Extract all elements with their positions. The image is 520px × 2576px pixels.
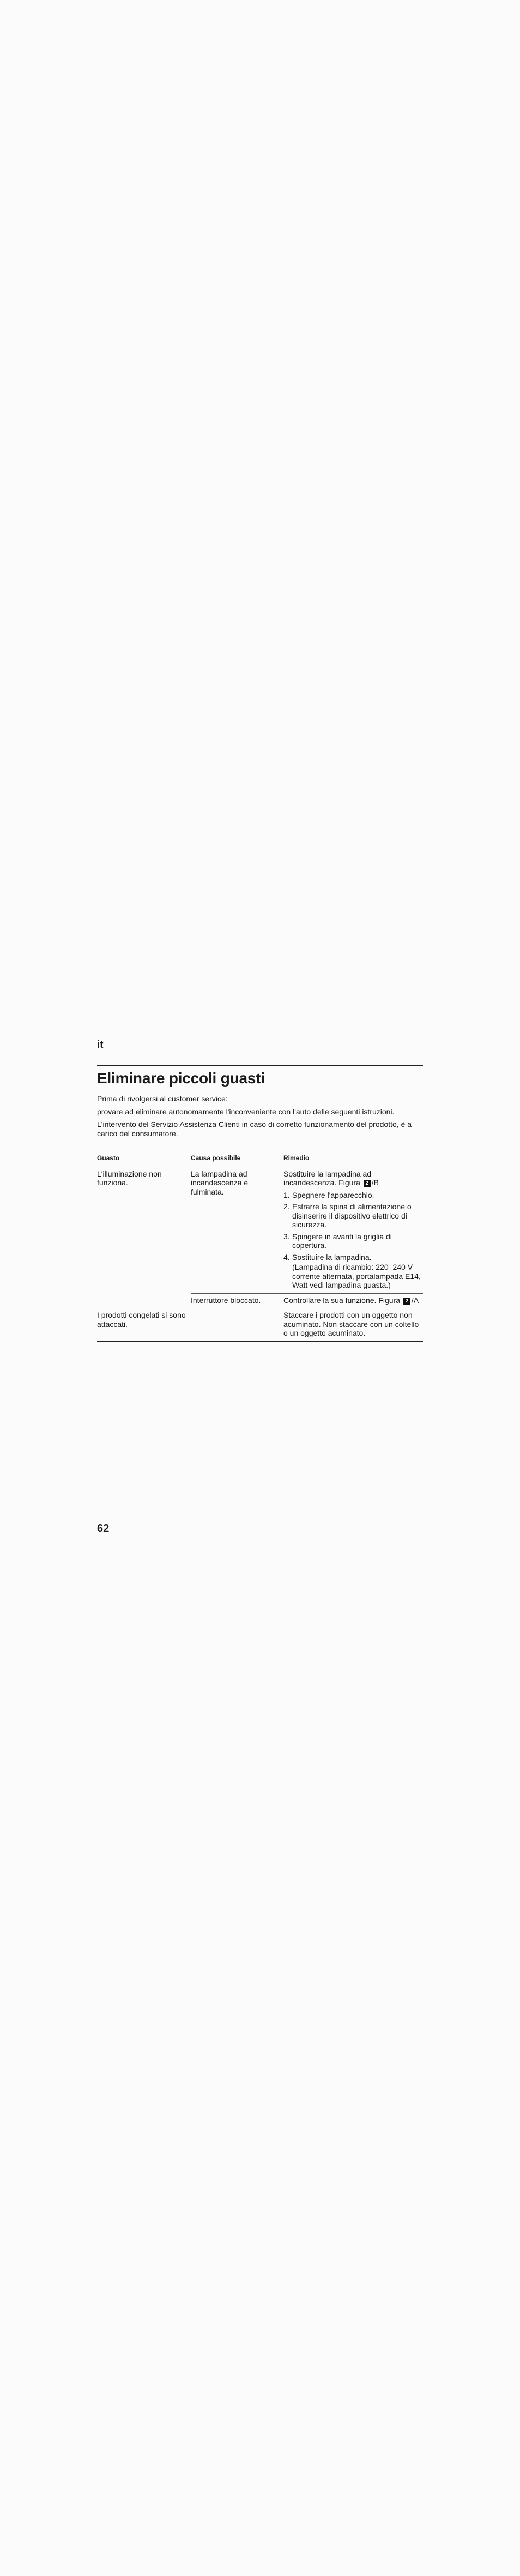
table-row — [97, 1308, 423, 1341]
figure-ref-icon: 2 — [403, 1298, 410, 1305]
step-item — [283, 1191, 423, 1200]
remedy-cell — [283, 1296, 423, 1305]
figure-ref-suffix: /A — [411, 1295, 419, 1305]
step-text: Sostituire la lampadina. — [292, 1252, 372, 1262]
header-rule — [97, 1065, 423, 1066]
table-header — [97, 1151, 423, 1167]
remedy-text: Sostituire la lampadina ad incandescenza. Figura — [283, 1169, 372, 1187]
step-number: 4. — [283, 1252, 290, 1262]
cause-cell: La lampadina ad incandescenza è fulminata. — [191, 1169, 249, 1196]
intro-line-3: L'intervento del Servizio Assistenza Clienti in caso di corretto funzionamento del prodotto, è a carico del consumatore. — [97, 1120, 412, 1138]
step-item — [283, 1253, 423, 1262]
cause-cell: Interruttore bloccato. — [191, 1295, 261, 1305]
remedy-text: Controllare la sua funzione. Figura — [283, 1295, 401, 1305]
figure-ref-icon: 2 — [364, 1180, 371, 1187]
table-bottom-rule — [97, 1341, 423, 1342]
remedy-cell: Staccare i prodotti con un oggetto non acuminato. Non staccare con un coltello o un oggetto acuminato. — [283, 1311, 419, 1337]
table-row — [97, 1167, 423, 1308]
remedy-cell — [283, 1169, 423, 1290]
header-remedy: Rimedio — [283, 1154, 310, 1162]
step-text: Spingere in avanti la griglia di copertura. — [292, 1232, 392, 1250]
step-item — [283, 1202, 423, 1229]
page-number: 62 — [97, 1523, 110, 1535]
step-text: Estrarre la spina di alimentazione o disinserire il dispositivo elettrico di sicurezza. — [292, 1202, 412, 1229]
header-cause: Causa possibile — [191, 1154, 241, 1162]
step-item — [283, 1232, 423, 1250]
intro-line-1: Prima di rivolgersi al customer service: — [97, 1094, 228, 1103]
step-number: 1. — [283, 1190, 290, 1199]
header-fault: Guasto — [97, 1154, 120, 1162]
step-number: 3. — [283, 1232, 290, 1241]
language-tag: it — [97, 1039, 104, 1051]
step-text: Spegnere l'apparecchio. — [292, 1190, 374, 1199]
troubleshooting-table — [97, 1151, 423, 1342]
page-title: Eliminare piccoli guasti — [97, 1070, 265, 1087]
step-number: 2. — [283, 1202, 290, 1211]
fault-cell: L'illuminazione non funziona. — [97, 1169, 162, 1187]
figure-ref-suffix: /B — [371, 1178, 379, 1187]
remedy-steps — [283, 1191, 423, 1262]
replacement-note: (Lampadina di ricambio: 220–240 V corrente alternata, portalampada E14, Watt vedi lampadina guasta.) — [292, 1263, 421, 1289]
intro-text — [97, 1094, 419, 1142]
fault-cell: I prodotti congelati si sono attaccati. — [97, 1311, 186, 1329]
cause-cell — [191, 1311, 283, 1338]
intro-line-2: provare ad eliminare autonomamente l'inconveniente con l'auto delle seguenti istruzioni. — [97, 1107, 395, 1116]
